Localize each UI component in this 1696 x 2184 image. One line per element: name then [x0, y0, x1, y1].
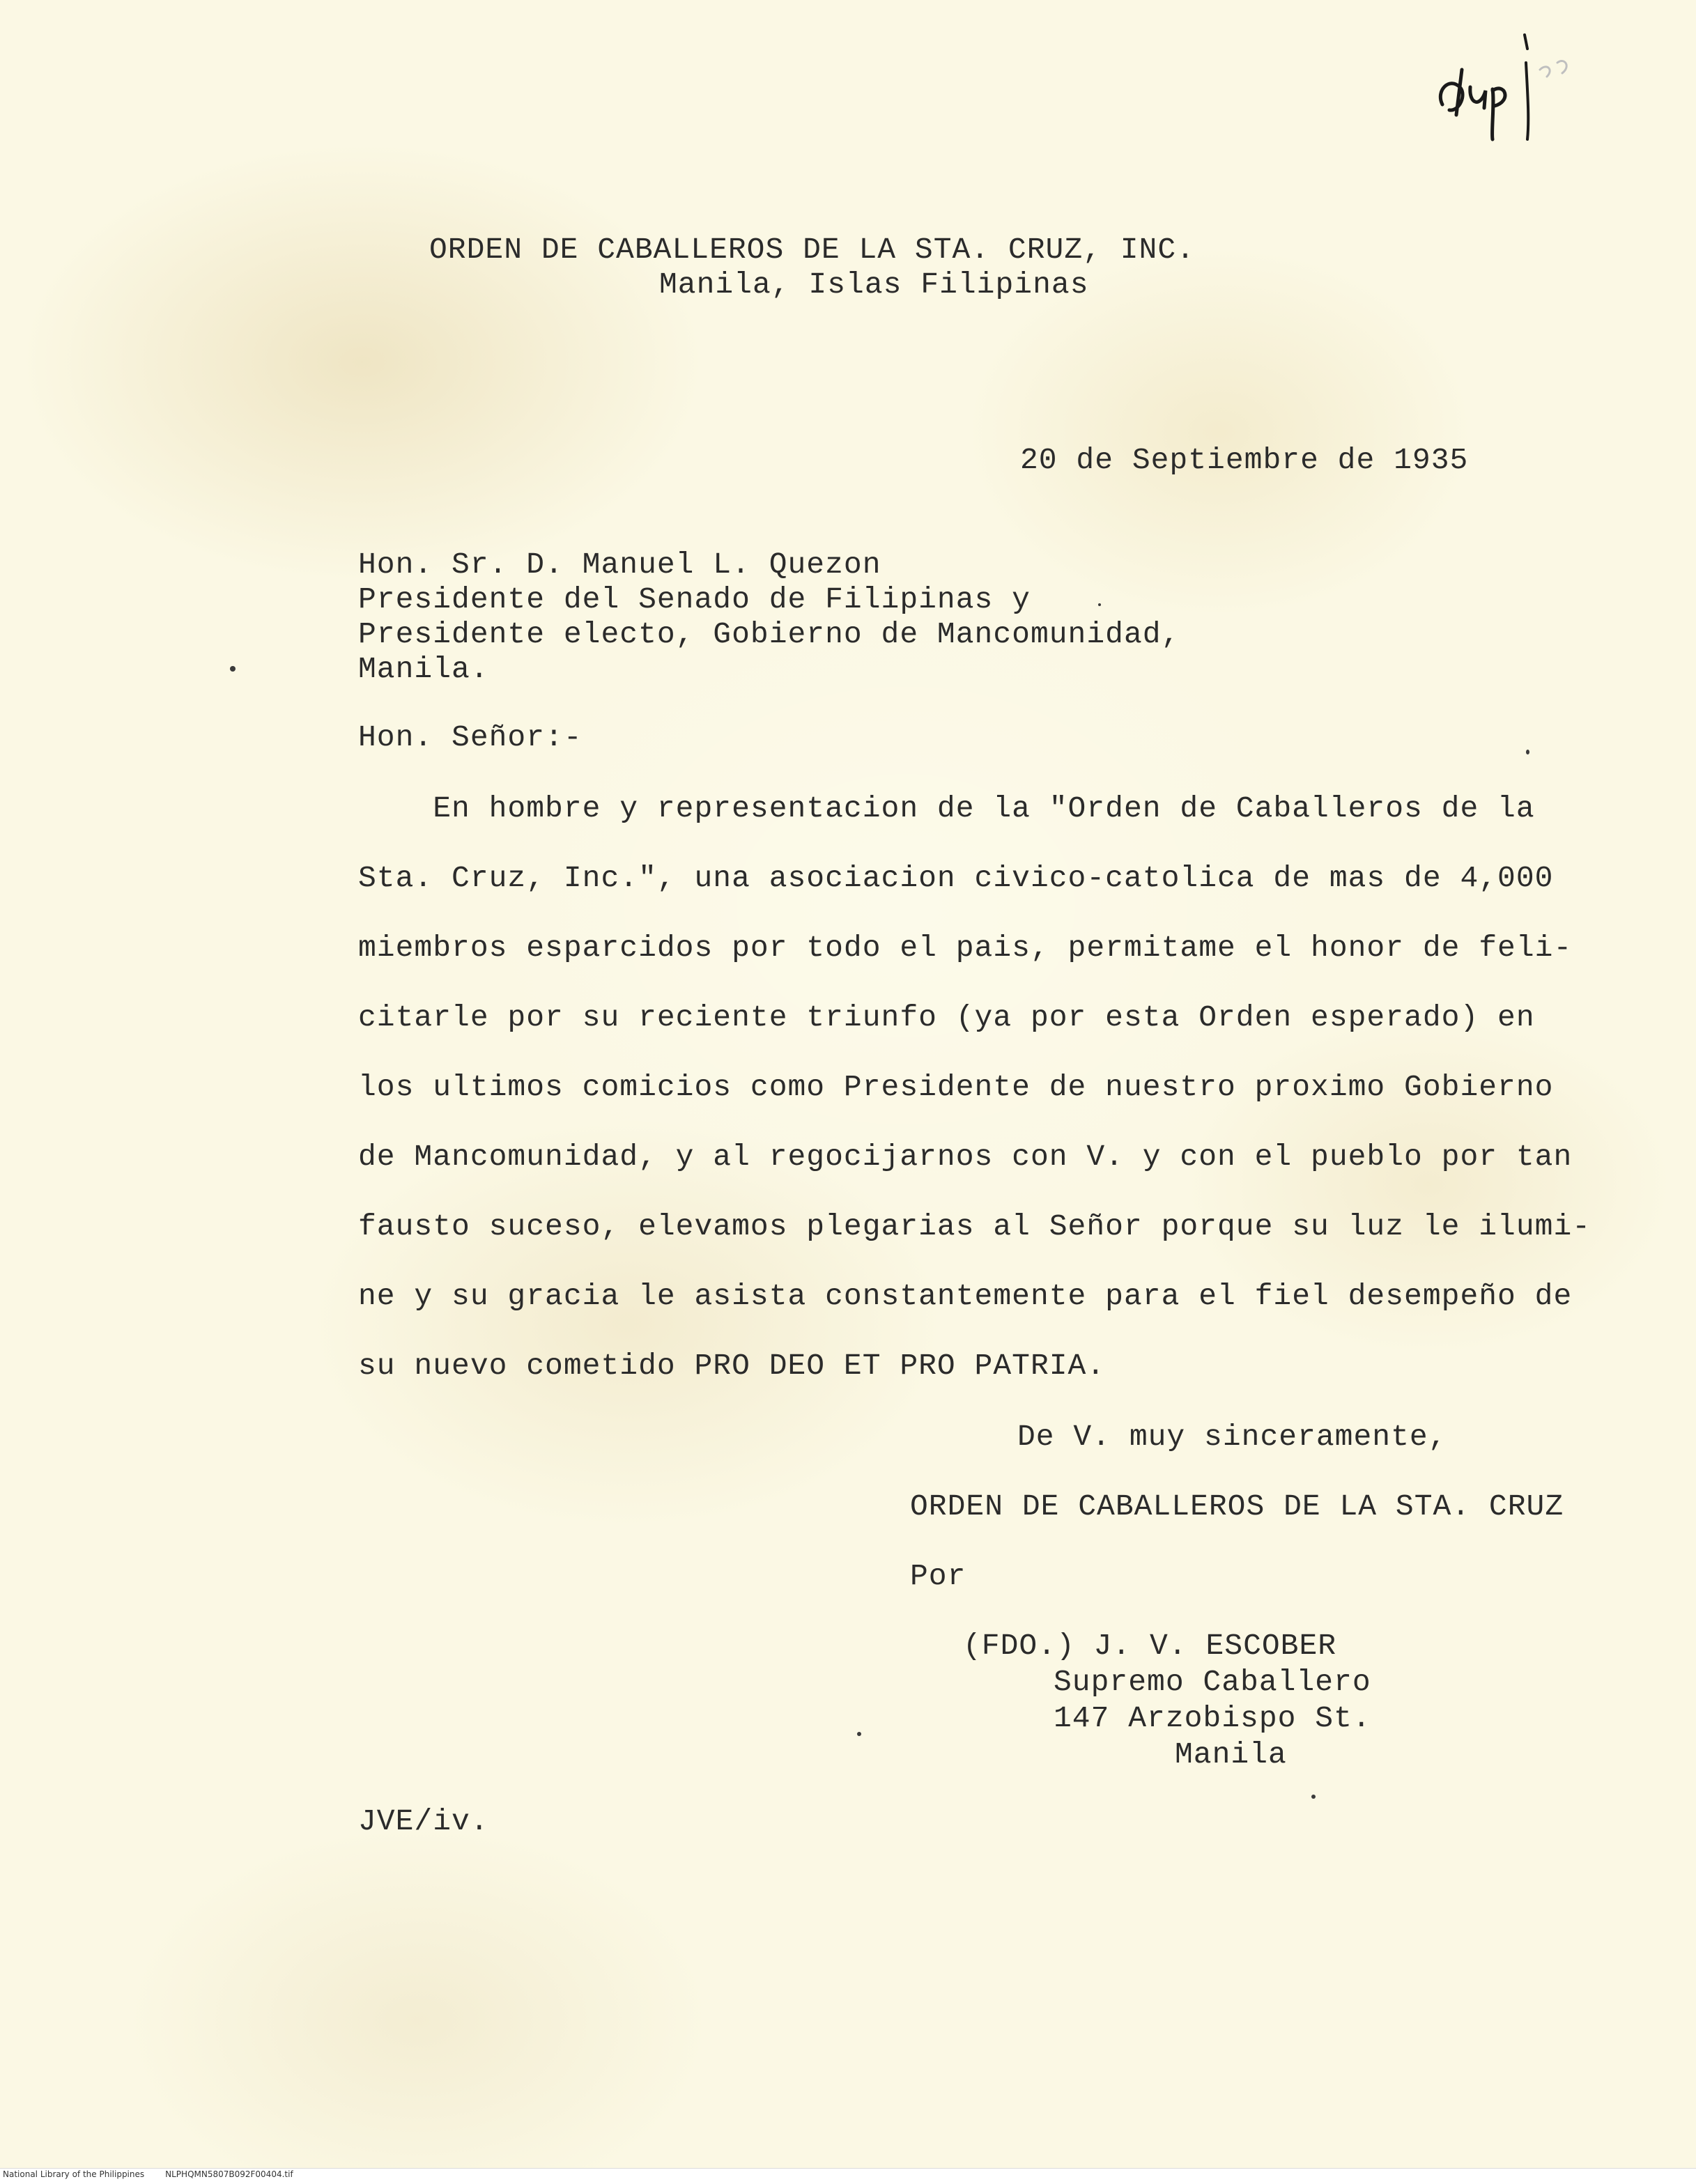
body-line: miembros esparcidos por todo el pais, permitame el honor de feli-	[358, 931, 1573, 965]
body-line: fausto suceso, elevamos plegarias al Señor porque su luz le ilumi-	[358, 1209, 1591, 1244]
closing-phrase: De V. muy sinceramente,	[1017, 1420, 1447, 1454]
signer-city: Manila	[1175, 1737, 1287, 1772]
body-line: En hombre y representacion de la "Orden de Caballeros de la	[358, 791, 1535, 826]
reference-initials: JVE/iv.	[358, 1804, 489, 1838]
paper-speck	[1311, 1795, 1316, 1799]
paper-speck	[1526, 750, 1529, 754]
body-line: de Mancomunidad, y al regocijarnos con V. y con el pueblo por tan	[358, 1140, 1573, 1174]
body-line: Sta. Cruz, Inc.", una asociacion civico-catolica de mas de 4,000	[358, 861, 1554, 895]
footer-strip	[0, 2168, 1696, 2184]
letterhead-location: Manila, Islas Filipinas	[659, 268, 1089, 302]
recipient-line-4: Manila.	[358, 652, 489, 686]
signature-por: Por	[910, 1559, 966, 1593]
footer-library: National Library of the Philippines	[3, 2169, 145, 2179]
recipient-line-2: Presidente del Senado de Filipinas y	[358, 582, 1031, 617]
body-line: su nuevo cometido PRO DEO ET PRO PATRIA.	[358, 1349, 1106, 1383]
paper-speck	[230, 666, 236, 672]
footer-text	[3, 2169, 314, 2180]
signer-street: 147 Arzobispo St.	[1054, 1701, 1371, 1735]
signature-organization: ORDEN DE CABALLEROS DE LA STA. CRUZ	[910, 1489, 1564, 1524]
recipient-line-1: Hon. Sr. D. Manuel L. Quezon	[358, 548, 881, 582]
footer-file: NLPHQMN5807B092F00404.tif	[165, 2169, 293, 2179]
handwritten-annotation	[1428, 21, 1610, 174]
signer-name: (FDO.) J. V. ESCOBER	[963, 1629, 1337, 1663]
signer-title: Supremo Caballero	[1054, 1665, 1371, 1699]
letterhead-organization: ORDEN DE CABALLEROS DE LA STA. CRUZ, INC.	[429, 233, 1195, 267]
letter-date: 20 de Septiembre de 1935	[1020, 443, 1469, 477]
salutation: Hon. Señor:-	[358, 720, 583, 754]
body-line: los ultimos comicios como Presidente de nuestro proximo Gobierno	[358, 1070, 1554, 1104]
recipient-line-3: Presidente electo, Gobierno de Mancomunidad,	[358, 617, 1180, 651]
body-line: citarle por su reciente triunfo (ya por esta Orden esperado) en	[358, 1000, 1535, 1035]
body-line: ne y su gracia le asista constantemente para el fiel desempeño de	[358, 1279, 1573, 1313]
paper-speck	[857, 1732, 861, 1736]
paper-speck	[1098, 603, 1101, 606]
